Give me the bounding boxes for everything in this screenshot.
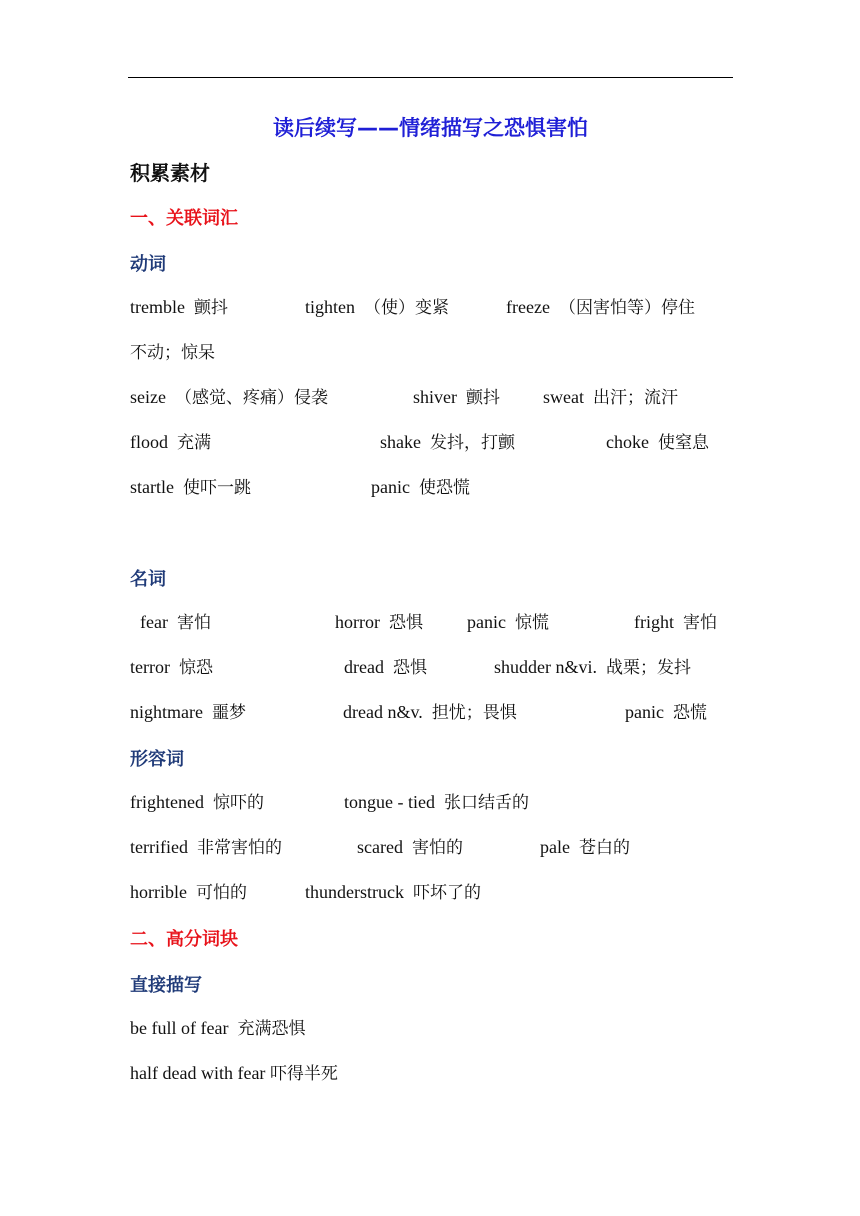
vocab-row xyxy=(0,652,860,682)
section-phrases-heading: 二、高分词块 xyxy=(130,929,238,950)
vocab-item: frightened 惊吓的 xyxy=(130,792,264,813)
direct-description-heading: 直接描写 xyxy=(130,975,202,996)
vocab-row xyxy=(0,697,860,727)
vocab-item: tremble 颤抖 xyxy=(130,297,228,318)
vocab-row xyxy=(0,472,860,502)
vocab-item: nightmare 噩梦 xyxy=(130,702,246,723)
page-title: 读后续写——情绪描写之恐惧害怕 xyxy=(273,116,588,140)
vocab-item: startle 使吓一跳 xyxy=(130,477,251,498)
heading-materials: 积累素材 xyxy=(130,161,210,185)
verbs-heading: 动词 xyxy=(130,254,166,275)
phrase-row xyxy=(0,1058,860,1088)
nouns-heading: 名词 xyxy=(130,569,166,590)
vocab-item: shiver 颤抖 xyxy=(413,387,500,408)
vocab-item: dread n&v. 担忧；畏惧 xyxy=(343,702,517,723)
vocab-item: terrified 非常害怕的 xyxy=(130,837,282,858)
adjectives-heading: 形容词 xyxy=(130,749,184,770)
phrase-item: be full of fear 充满恐惧 xyxy=(130,1018,306,1039)
vocab-item: scared 害怕的 xyxy=(357,837,463,858)
vocab-item: shake 发抖，打颤 xyxy=(380,432,515,453)
vocab-row xyxy=(0,832,860,862)
vocab-item: dread 恐惧 xyxy=(344,657,427,678)
vocab-item: horrible 可怕的 xyxy=(130,882,247,903)
vocab-row xyxy=(0,382,860,412)
phrase-item: half dead with fear 吓得半死 xyxy=(130,1063,338,1084)
vocab-item: fear 害怕 xyxy=(140,612,211,633)
section-vocabulary-heading: 一、关联词汇 xyxy=(130,208,238,229)
vocab-item: flood 充满 xyxy=(130,432,211,453)
vocab-item: sweat 出汗；流汗 xyxy=(543,387,678,408)
phrase-row xyxy=(0,1013,860,1043)
vocab-item: pale 苍白的 xyxy=(540,837,630,858)
vocab-row xyxy=(0,337,860,367)
vocab-row xyxy=(0,292,860,322)
vocab-item: fright 害怕 xyxy=(634,612,717,633)
vocab-item: panic 恐慌 xyxy=(625,702,707,723)
vocab-item: shudder n&vi. 战栗；发抖 xyxy=(494,657,691,678)
vocab-item: 不动；惊呆 xyxy=(130,343,215,363)
vocab-item: horror 恐惧 xyxy=(335,612,423,633)
vocab-row xyxy=(0,877,860,907)
vocab-item: thunderstruck 吓坏了的 xyxy=(305,882,481,903)
vocab-item: choke 使窒息 xyxy=(606,432,709,453)
vocab-item: tongue - tied 张口结舌的 xyxy=(344,792,529,813)
vocab-item: seize （感觉、疼痛）侵袭 xyxy=(130,387,328,408)
vocab-row xyxy=(0,787,860,817)
header-rule xyxy=(128,77,733,78)
vocab-item: panic 惊慌 xyxy=(467,612,549,633)
vocab-item: terror 惊恐 xyxy=(130,657,213,678)
vocab-item: freeze （因害怕等）停住 xyxy=(506,297,695,318)
vocab-row xyxy=(0,427,860,457)
vocab-item: tighten （使）变紧 xyxy=(305,297,449,318)
vocab-item: panic 使恐慌 xyxy=(371,477,470,498)
vocab-row xyxy=(0,607,860,637)
